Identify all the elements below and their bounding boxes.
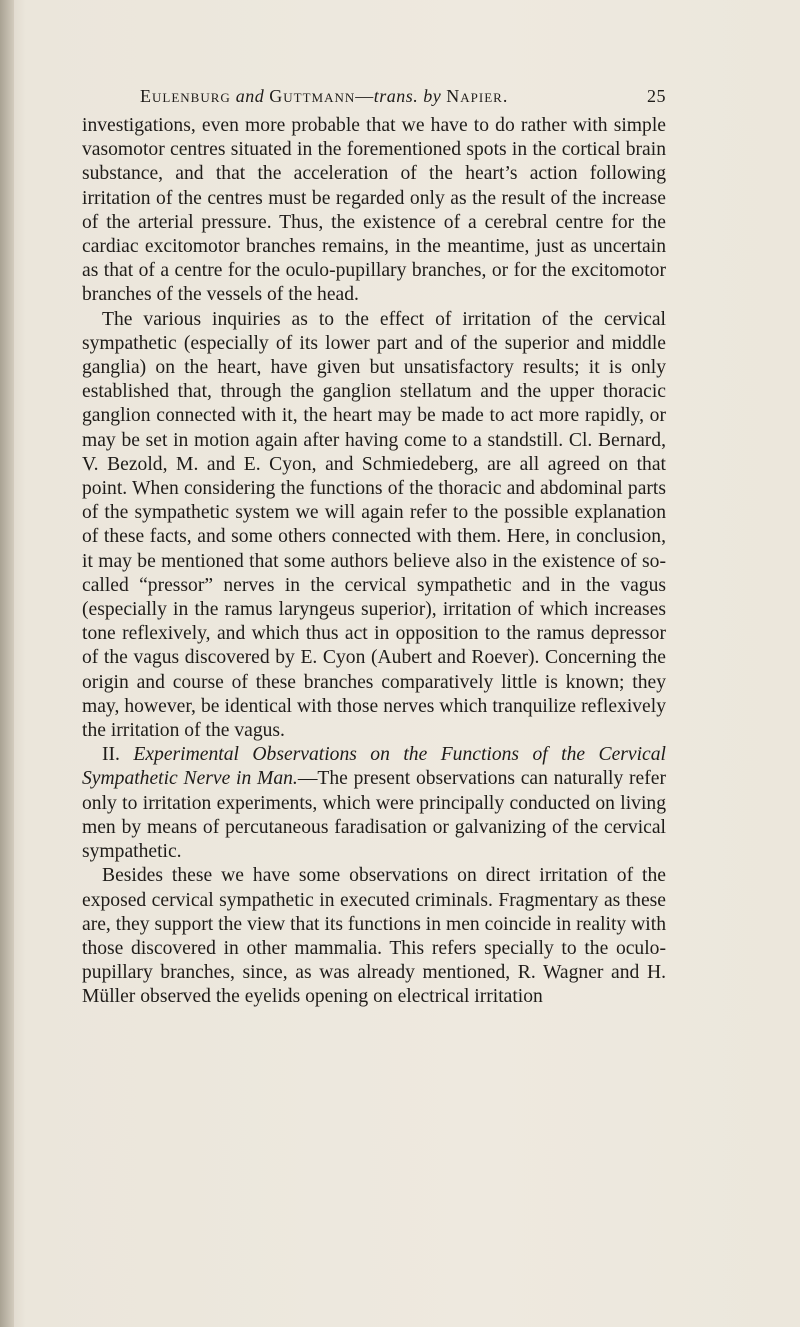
header-trans: trans. by [373,86,442,106]
body-text [82,114,666,1010]
running-title [140,86,508,107]
section-title: Experimental Observations on the Functions of the Cervical Sympathetic Nerve in Man. [82,744,666,790]
paragraph-3 [82,743,666,864]
paragraph-4: Besides these we have some observations on direct irritation of the exposed cervical sympathetic in executed criminals. Fragmentary as these are, they support the view that its functions in men coincide in reality with those discovered in other mammalia. This refers specially to the oculo-pupillary branches, since, as was already mentioned, R. Wagner and H. Müller observed the eyelids opening on electrical irritation [82,865,666,1008]
paragraph-2: The various inquiries as to the effect of irritation of the cervical sympathetic (especially of its lower part and of the superior and middle ganglia) on the heart, have given but unsatisfactory results; it is only established that, through the ganglion stellatum and the upper thoracic ganglion connected with it, the heart may be made to act more rapidly, or may be set in motion again after having come to a standstill. Cl. Bernard, V. Bezold, M. and E. Cyon, and Schmiedeberg, are all agreed on that point. When considering the functions of the thoracic and abdominal parts of the sympathetic system we will again refer to the possible explanation of these facts, and some others connected with them. Here, in conclusion, it may be mentioned that some authors believe also in the existence of so-called “pressor” nerves in the cervical sympathetic and in the vagus (especially in the ramus laryngeus superior), irritation of which increases tone reflexively, and which thus act in opposition to the ramus depressor of the vagus discovered by E. Cyon (Aubert and Roever). Concerning the origin and course of these branches comparatively little is known; they may, however, be identical with those nerves which tranquilize reflexively the irritation of the vagus. [82,308,666,742]
author-eulenburg: Eulenburg [140,86,231,106]
section-text: The present observations can naturally refer only to irritation experiments, which were principally conducted on living men by means of percutaneous faradisation or galvanizing of the cervical sympathetic. [82,768,667,863]
running-header [140,86,666,108]
section-number: II. [102,744,120,766]
page-gutter [0,0,14,1327]
translator-napier: Napier. [446,86,509,106]
page-number: 25 [647,86,666,106]
header-dash: — [355,86,374,106]
header-and: and [235,86,265,106]
section-dash: — [297,768,318,790]
author-guttmann: Guttmann [269,86,356,106]
paragraph-1: investigations, even more probable that we have to do rather with simple vasomotor centres situated in the forementioned spots in the cortical brain substance, and that the acceleration of the heart’s action following irritation of the centres must be regarded only as the result of the increase of the arterial pressure. Thus, the existence of a cerebral centre for the cardiac excitomotor branches remains, in the meantime, just as uncertain as that of a centre for the oculo-pupillary branches, or for the excitomotor branches of the vessels of the head. [82,115,666,306]
